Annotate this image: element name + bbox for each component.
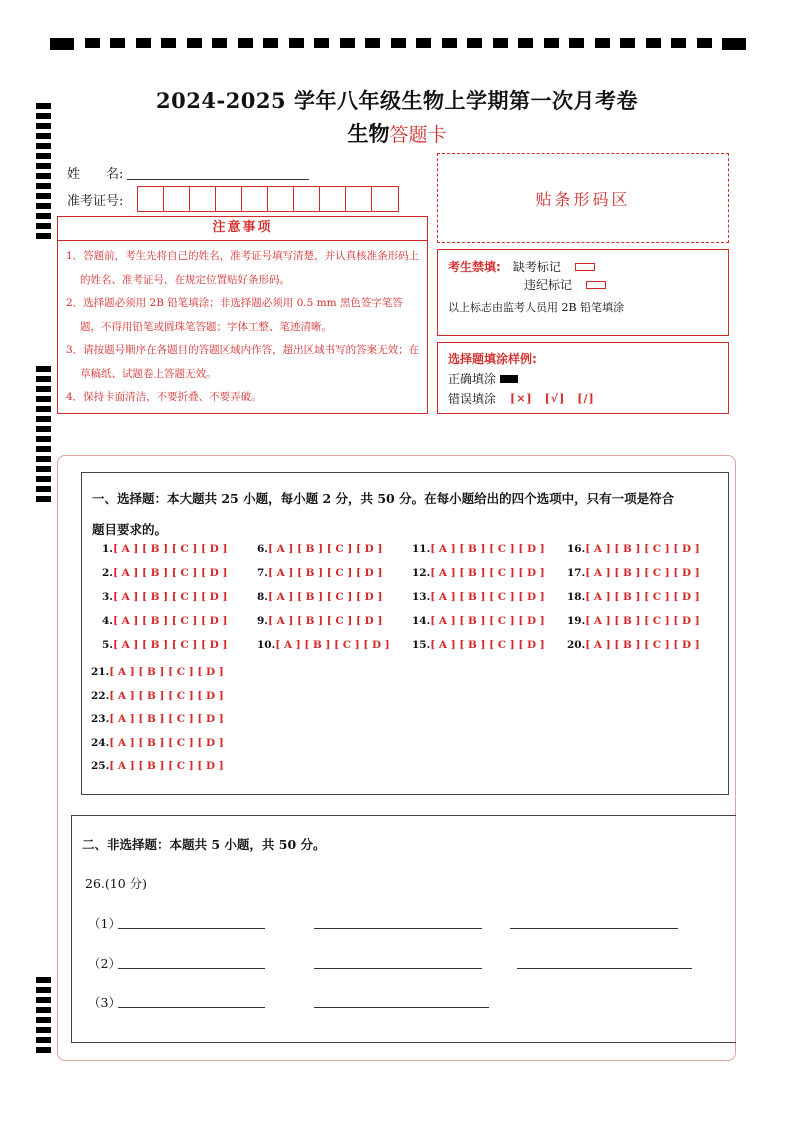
timing-mark [36, 446, 51, 452]
timing-mark [263, 38, 278, 48]
answer-line[interactable] [517, 968, 692, 969]
name-label: 姓 名: [67, 167, 124, 182]
notice-item: 1．答题前，考生先将自己的姓名，准考证号填写清楚，并认真核准条形码上的姓名、准考证号，在规定位置贴好条形码。 [66, 250, 420, 286]
answer-line[interactable] [118, 968, 265, 969]
timing-mark [36, 997, 51, 1003]
timing-mark [36, 977, 51, 983]
non-choice-heading: 二、非选择题：本题共 5 小题，共 50 分。 [82, 837, 326, 852]
timing-mark [36, 436, 51, 442]
question-number: 22. [91, 689, 110, 702]
violation-mark-box[interactable] [586, 281, 606, 289]
timing-mark [36, 476, 51, 482]
timing-mark [36, 223, 51, 229]
id-digit-box[interactable] [346, 187, 372, 211]
non-choice-section [71, 815, 736, 1043]
question-number: 9. [257, 615, 268, 627]
answer-line[interactable] [314, 968, 482, 969]
choice-question[interactable] [412, 639, 545, 651]
choice-question[interactable] [91, 666, 224, 678]
answer-options[interactable]: [ A ] [ B ] [ C ] [ D ] [585, 567, 700, 579]
timing-mark [36, 213, 51, 219]
absent-mark-box[interactable] [575, 263, 595, 271]
timing-mark [697, 38, 712, 48]
question-number: 16. [567, 543, 586, 555]
timing-mark [467, 38, 482, 48]
page-subtitle [0, 118, 794, 148]
answer-options[interactable]: [ A ] [ B ] [ C ] [ D ] [430, 591, 545, 603]
question-number: 21. [91, 666, 110, 678]
question-number: 4. [102, 615, 113, 627]
timing-mark [136, 38, 151, 48]
notice-body [58, 241, 427, 410]
notice-item: 4．保持卡面清洁，不要折叠、不要弄破。 [66, 391, 262, 403]
choice-question[interactable] [102, 567, 227, 579]
question-number: 11. [412, 543, 431, 555]
timing-mark [36, 456, 51, 462]
answer-options[interactable]: [ A ] [ B ] [ C ] [ D ] [109, 760, 224, 772]
choice-question[interactable] [91, 690, 224, 702]
question-number: 5. [102, 639, 113, 651]
question-number: 1. [102, 543, 113, 555]
timing-mark [36, 396, 51, 402]
timing-mark [36, 233, 51, 239]
answer-options[interactable]: [ A ] [ B ] [ C ] [ D ] [112, 567, 228, 579]
notice-title: 注意事项 [58, 217, 427, 241]
notice-item: 2．选择题必须用 2B 铅笔填涂；非选择题必须用 0.5 mm 黑色签字笔答题，不得用铅笔或圆珠笔答题；字体工整、笔迹清晰。 [66, 297, 403, 333]
timing-mark [518, 38, 533, 48]
question-number: 3. [102, 591, 113, 603]
timing-mark [36, 203, 51, 209]
timing-mark [161, 38, 176, 48]
timing-mark [50, 38, 74, 50]
answer-options[interactable]: [ A ] [ B ] [ C ] [ D ] [267, 615, 383, 627]
question-number: 7. [257, 567, 268, 579]
timing-mark [36, 1017, 51, 1023]
proctor-only-box [437, 249, 729, 336]
answer-options[interactable]: [ A ] [ B ] [ C ] [ D ] [430, 615, 545, 627]
timing-mark [36, 386, 51, 392]
barcode-label: 贴条形码区 [535, 189, 631, 209]
answer-options[interactable]: [ A ] [ B ] [ C ] [ D ] [585, 591, 700, 603]
answer-options[interactable]: [ A ] [ B ] [ C ] [ D ] [112, 639, 228, 651]
timing-mark [340, 38, 355, 48]
timing-mark [620, 38, 635, 48]
choice-question[interactable] [567, 543, 700, 555]
timing-mark [36, 406, 51, 412]
card-label: 答题卡 [389, 124, 447, 146]
answer-options[interactable]: [ A ] [ B ] [ C ] [ D ] [430, 543, 545, 555]
timing-mark [544, 38, 559, 48]
sub-question-label: （2） [88, 956, 121, 971]
answer-options[interactable]: [ A ] [ B ] [ C ] [ D ] [112, 543, 228, 555]
sub-question-label: （1） [88, 916, 121, 931]
answer-options[interactable]: [ A ] [ B ] [ C ] [ D ] [267, 543, 383, 555]
timing-mark [595, 38, 610, 48]
absent-label: 缺考标记 [512, 260, 561, 274]
question-number: 15. [412, 639, 431, 651]
question-26-label: 26.(10 分) [85, 876, 148, 891]
timing-mark [36, 163, 51, 169]
timing-mark [36, 416, 51, 422]
timing-mark [289, 38, 304, 48]
timing-mark [212, 38, 227, 48]
answer-options[interactable]: [ A ] [ B ] [ C ] [ D ] [112, 615, 228, 627]
question-number: 19. [567, 615, 586, 627]
forbid-note: 以上标志由监考人员用 2B 铅笔填涂 [448, 301, 625, 314]
timing-mark [36, 1027, 51, 1033]
id-digit-box[interactable] [294, 187, 320, 211]
answer-options[interactable]: [ A ] [ B ] [ C ] [ D ] [267, 567, 383, 579]
question-number: 8. [257, 591, 268, 603]
top-timing-marks [50, 38, 746, 50]
id-boxes[interactable] [137, 186, 399, 212]
choice-question[interactable] [567, 591, 700, 603]
answer-options[interactable]: [ A ] [ B ] [ C ] [ D ] [112, 591, 228, 603]
choice-question[interactable] [412, 543, 545, 555]
timing-mark [36, 466, 51, 472]
choice-question[interactable] [91, 737, 224, 749]
choice-question[interactable] [257, 591, 382, 603]
timing-mark [365, 38, 380, 48]
name-row [67, 163, 309, 182]
timing-mark [36, 486, 51, 492]
choice-question[interactable] [102, 543, 227, 555]
choice-question[interactable] [412, 615, 545, 627]
answer-line[interactable] [118, 1007, 265, 1008]
question-number: 6. [257, 543, 268, 555]
wrong-fill-marks: [×] [√] [/] [510, 392, 595, 405]
answer-line[interactable] [314, 1007, 489, 1008]
timing-mark [85, 38, 100, 48]
page-title: 2024-2025 学年八年级生物上学期第一次月考卷 [156, 88, 638, 113]
violation-label: 违纪标记 [524, 278, 573, 292]
timing-mark [187, 38, 202, 48]
answer-options[interactable]: [ A ] [ B ] [ C ] [ D ] [109, 736, 224, 749]
answer-line[interactable] [314, 928, 482, 929]
timing-mark [314, 38, 329, 48]
answer-options[interactable]: [ A ] [ B ] [ C ] [ D ] [275, 639, 390, 651]
id-row [67, 186, 399, 212]
id-digit-box[interactable] [320, 187, 346, 211]
timing-mark [493, 38, 508, 48]
timing-mark [671, 38, 686, 48]
timing-mark [722, 38, 746, 50]
choice-question[interactable] [257, 615, 382, 627]
choice-question[interactable] [257, 543, 382, 555]
question-number: 10. [257, 639, 276, 651]
id-digit-box[interactable] [242, 187, 268, 211]
timing-mark [36, 153, 51, 159]
id-label: 准考证号: [67, 193, 124, 209]
question-number: 23. [91, 713, 110, 725]
id-digit-box[interactable] [164, 187, 190, 211]
id-digit-box[interactable] [216, 187, 242, 211]
timing-mark [36, 426, 51, 432]
answer-options[interactable]: [ A ] [ B ] [ C ] [ D ] [585, 615, 700, 627]
timing-mark [416, 38, 431, 48]
sample-title: 选择题填涂样例: [448, 352, 537, 366]
left-timing-marks-middle [36, 366, 51, 502]
subject-label: 生物 [347, 121, 390, 146]
question-number: 2. [102, 567, 113, 579]
answer-options[interactable]: [ A ] [ B ] [ C ] [ D ] [109, 666, 224, 678]
name-field[interactable] [127, 166, 309, 180]
timing-mark [442, 38, 457, 48]
timing-mark [36, 1047, 51, 1053]
answer-options[interactable]: [ A ] [ B ] [ C ] [ D ] [267, 591, 383, 603]
answer-line[interactable] [118, 928, 265, 929]
timing-mark [569, 38, 584, 48]
notice-item: 3．请按题号顺序在各题目的答题区域内作答，超出区域书写的答案无效；在草稿纸、试题卷上答题无效。 [66, 344, 420, 380]
wrong-fill-label: 错误填涂 [448, 392, 497, 406]
timing-mark [36, 193, 51, 199]
answer-options[interactable]: [ A ] [ B ] [ C ] [ D ] [430, 567, 545, 579]
fill-sample-box [437, 342, 729, 414]
choice-question[interactable] [412, 567, 545, 579]
correct-fill-label: 正确填涂 [448, 372, 497, 386]
correct-fill-mark [500, 375, 518, 383]
choice-section [81, 472, 729, 795]
choice-question[interactable] [567, 639, 700, 651]
choice-question[interactable] [567, 567, 700, 579]
barcode-area [437, 153, 729, 243]
choice-question[interactable] [412, 591, 545, 603]
answer-line[interactable] [510, 928, 678, 929]
id-digit-box[interactable] [268, 187, 294, 211]
question-number: 24. [91, 736, 110, 749]
question-number: 14. [412, 615, 431, 627]
choice-question[interactable] [102, 615, 227, 627]
choice-question[interactable] [91, 760, 224, 772]
id-digit-box[interactable] [372, 187, 398, 211]
question-number: 20. [567, 639, 586, 651]
choice-question[interactable] [91, 713, 224, 725]
timing-mark [238, 38, 253, 48]
timing-mark [36, 183, 51, 189]
question-number: 25. [91, 760, 110, 772]
timing-mark [110, 38, 125, 48]
choice-question[interactable] [102, 591, 227, 603]
id-digit-box[interactable] [138, 187, 164, 211]
forbid-title: 考生禁填: [448, 260, 501, 274]
answer-options[interactable]: [ A ] [ B ] [ C ] [ D ] [585, 543, 700, 555]
question-number: 17. [567, 567, 586, 579]
question-number: 13. [412, 591, 431, 603]
choice-section-heading: 一、选择题：本大题共 25 小题，每小题 2 分，共 50 分。在每小题给出的四个选项中，只有一项是符合 题目要求的。 [92, 491, 675, 537]
answer-options[interactable]: [ A ] [ B ] [ C ] [ D ] [109, 713, 224, 725]
timing-mark [36, 1007, 51, 1013]
timing-mark [36, 987, 51, 993]
timing-mark [391, 38, 406, 48]
question-number: 12. [412, 567, 431, 579]
sub-question-label: （3） [88, 995, 121, 1010]
notice-box [57, 216, 428, 414]
choice-question[interactable] [257, 567, 382, 579]
answer-options[interactable]: [ A ] [ B ] [ C ] [ D ] [430, 639, 545, 651]
question-number: 18. [567, 591, 586, 603]
choice-question[interactable] [567, 615, 700, 627]
choice-question[interactable] [102, 639, 227, 651]
left-timing-marks-bottom [36, 977, 51, 1053]
timing-mark [36, 173, 51, 179]
choice-question[interactable] [257, 639, 390, 651]
timing-mark [36, 366, 51, 372]
timing-mark [646, 38, 661, 48]
answer-options[interactable]: [ A ] [ B ] [ C ] [ D ] [585, 639, 700, 651]
id-digit-box[interactable] [190, 187, 216, 211]
answer-options[interactable]: [ A ] [ B ] [ C ] [ D ] [109, 689, 224, 702]
timing-mark [36, 496, 51, 502]
timing-mark [36, 1037, 51, 1043]
timing-mark [36, 376, 51, 382]
